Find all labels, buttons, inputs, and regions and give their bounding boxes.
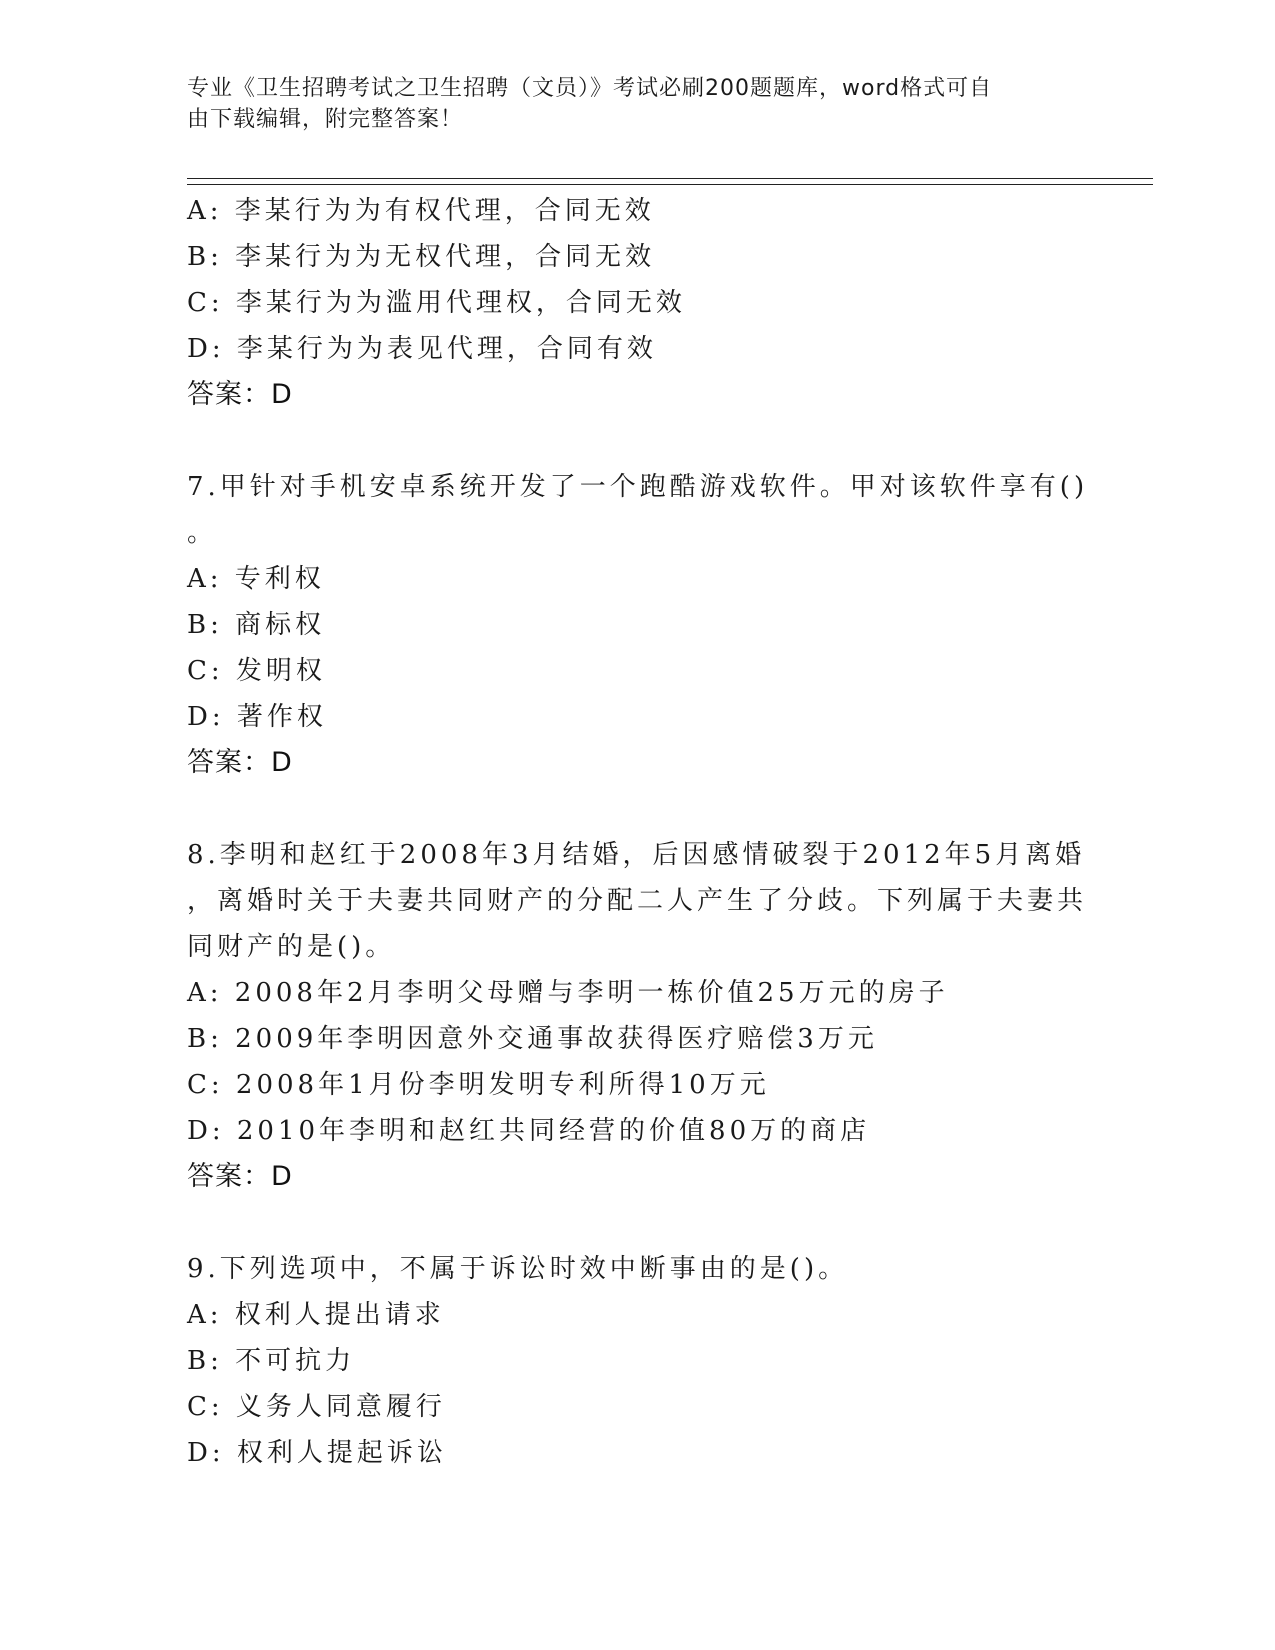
question-stem: 。	[187, 518, 218, 548]
header-line-1: 专业《卫生招聘考试之卫生招聘（文员）》考试必刷200题题库，word格式可自	[187, 76, 993, 101]
question-9	[187, 1246, 1087, 1476]
question-stem: ，离婚时关于夫妻共同财产的分配二人产生了分歧。下列属于夫妻共	[187, 886, 1088, 916]
document-body	[187, 188, 1087, 1476]
question-stem: 8.李明和赵红于2008年3月结婚，后因感情破裂于2012年5月离婚	[187, 840, 1086, 870]
answer-line: 答案：D	[187, 1161, 293, 1192]
answer-line: 答案：D	[187, 379, 293, 410]
question-stem: 9.下列选项中，不属于诉讼时效中断事由的是()。	[187, 1254, 849, 1284]
spacer	[187, 786, 1087, 832]
question-8	[187, 832, 1087, 1200]
option-d: D: 2010年李明和赵红共同经营的价值80万的商店	[187, 1116, 871, 1146]
answer-line: 答案：D	[187, 747, 293, 778]
document-header	[187, 73, 1067, 135]
option-d: D: 权利人提起诉讼	[187, 1438, 447, 1468]
option-a: A: 权利人提出请求	[187, 1300, 445, 1330]
option-c: C: 李某行为为滥用代理权，合同无效	[187, 288, 686, 318]
option-b: B: 李某行为为无权代理，合同无效	[187, 242, 656, 272]
option-a: A: 2008年2月李明父母赠与李明一栋价值25万元的房子	[187, 978, 949, 1008]
option-b: B: 商标权	[187, 610, 326, 640]
option-c: C: 2008年1月份李明发明专利所得10万元	[187, 1070, 770, 1100]
question-6	[187, 188, 1087, 418]
question-stem: 同财产的是()。	[187, 932, 396, 962]
option-d: D: 李某行为为表见代理，合同有效	[187, 334, 657, 364]
spacer	[187, 418, 1087, 464]
header-line-2: 由下载编辑，附完整答案！	[187, 107, 464, 132]
option-c: C: 义务人同意履行	[187, 1392, 446, 1422]
header-rule-bottom	[187, 184, 1153, 185]
spacer	[187, 1200, 1087, 1246]
question-stem: 7.甲针对手机安卓系统开发了一个跑酷游戏软件。甲对该软件享有()	[187, 472, 1089, 502]
header-rule-top	[187, 178, 1153, 179]
question-7	[187, 464, 1087, 786]
option-a: A: 专利权	[187, 564, 325, 594]
option-c: C: 发明权	[187, 656, 326, 686]
option-b: B: 不可抗力	[187, 1346, 356, 1376]
option-d: D: 著作权	[187, 702, 327, 732]
option-b: B: 2009年李明因意外交通事故获得医疗赔偿3万元	[187, 1024, 878, 1054]
option-a: A: 李某行为为有权代理，合同无效	[187, 196, 655, 226]
